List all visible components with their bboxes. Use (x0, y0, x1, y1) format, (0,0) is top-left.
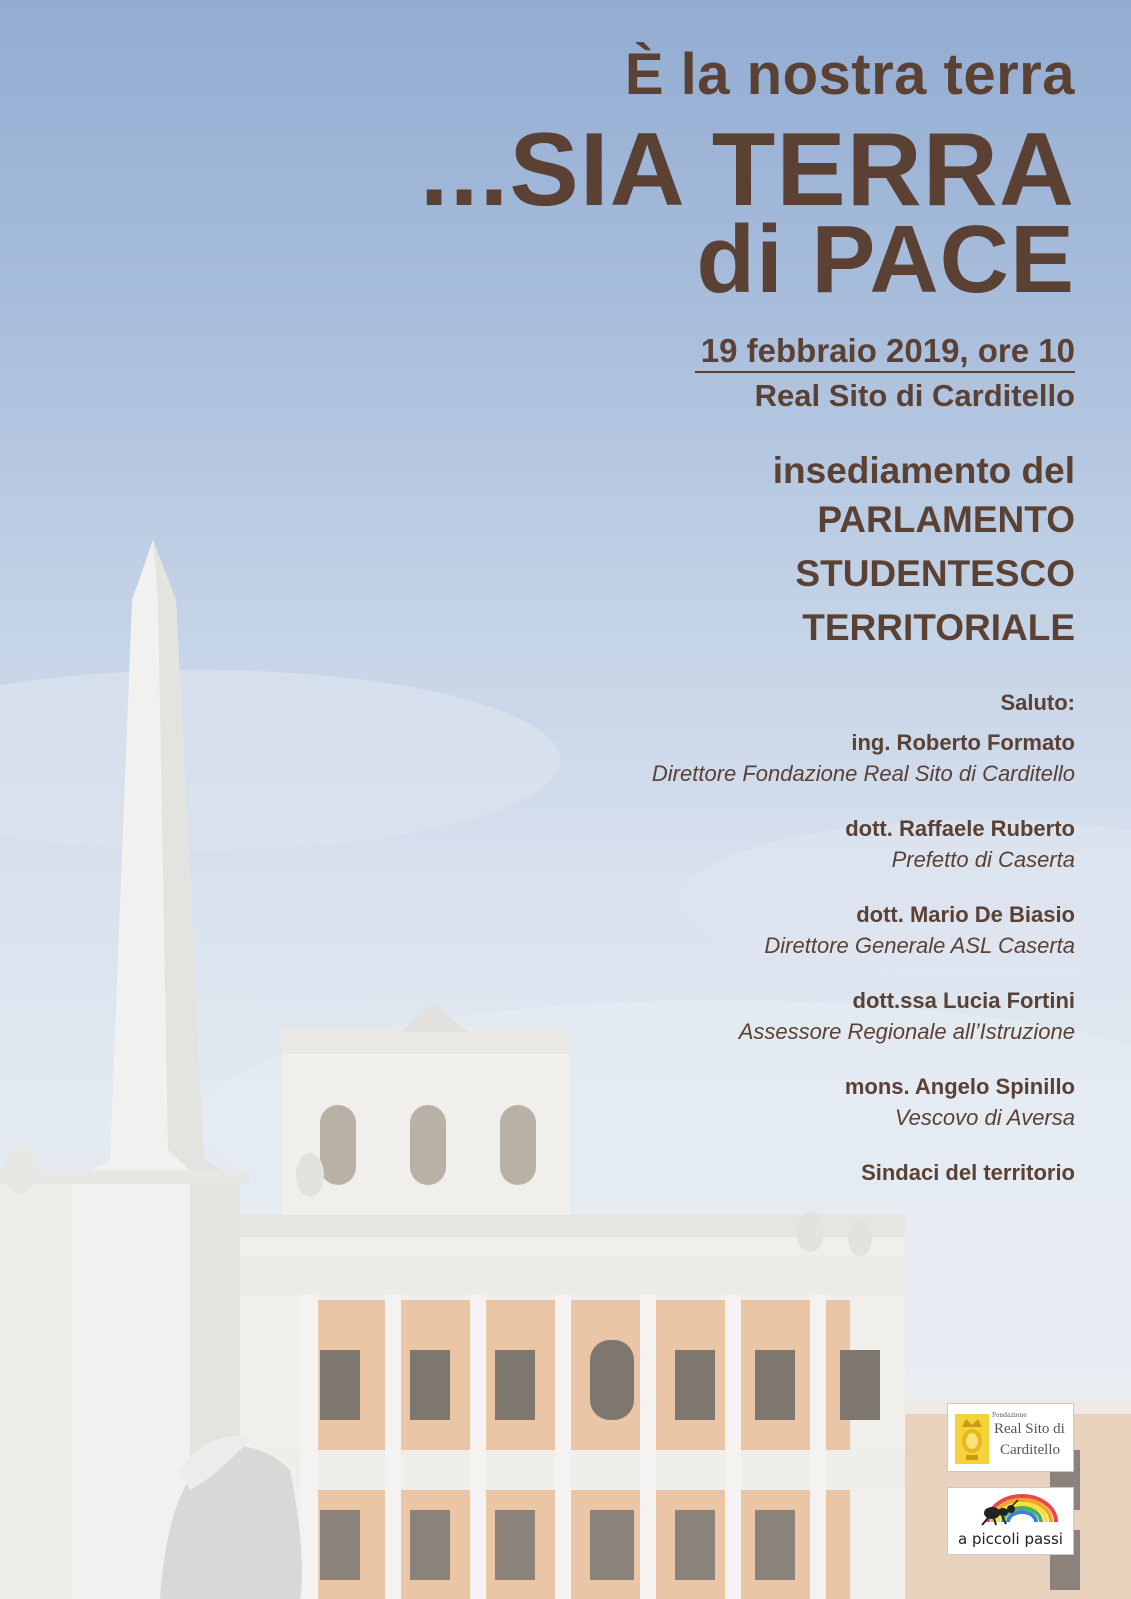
title-line-3: di PACE (696, 206, 1075, 313)
greeting-label: Saluto: (1000, 690, 1075, 715)
speaker-name: dott.ssa Lucia Fortini (852, 988, 1075, 1013)
speaker-name: dott. Mario De Biasio (856, 902, 1075, 927)
speaker-role: Direttore Generale ASL Caserta (764, 933, 1075, 958)
speaker-name: ing. Roberto Formato (851, 730, 1075, 755)
speaker-item (475, 1072, 1075, 1134)
speaker-name: dott. Raffaele Ruberto (845, 816, 1075, 841)
event-date: 19 febbraio 2019, ore 10 (695, 334, 1075, 373)
logo-small-text: Fondazione (992, 1412, 1027, 1419)
event-heading-line-2: PARLAMENTO (817, 499, 1075, 540)
logo-text-line-1: Real Sito di (994, 1421, 1065, 1437)
speaker-role: Vescovo di Aversa (894, 1105, 1075, 1130)
speaker-list (475, 728, 1075, 1212)
a-piccoli-passi-logo (947, 1487, 1074, 1555)
fondazione-carditello-logo (947, 1403, 1074, 1472)
logo-text: a piccoli passi (958, 1530, 1063, 1548)
event-heading-line-1: insediamento del (772, 450, 1075, 491)
speaker-item (475, 900, 1075, 962)
title-line-1: È la nostra terra (624, 42, 1075, 107)
speaker-item (475, 1158, 1075, 1188)
rainbow-ant-icon (948, 1488, 1073, 1528)
speaker-name: Sindaci del territorio (861, 1160, 1075, 1185)
speaker-role: Direttore Fondazione Real Sito di Carditello (651, 761, 1075, 786)
speaker-item (475, 986, 1075, 1048)
logo-text-line-2: Carditello (1000, 1442, 1060, 1458)
crown-emblem-icon (954, 1413, 990, 1465)
speaker-name: mons. Angelo Spinillo (844, 1074, 1075, 1099)
speaker-item (475, 728, 1075, 790)
event-heading-line-4: TERRITORIALE (802, 607, 1075, 648)
title-line-2: ...SIA TERRA (419, 112, 1075, 228)
speaker-item (475, 814, 1075, 876)
event-heading-line-3: STUDENTESCO (795, 553, 1075, 594)
speaker-role: Prefetto di Caserta (891, 847, 1075, 872)
event-place: Real Sito di Carditello (754, 378, 1075, 413)
speaker-role: Assessore Regionale all’Istruzione (738, 1019, 1075, 1044)
